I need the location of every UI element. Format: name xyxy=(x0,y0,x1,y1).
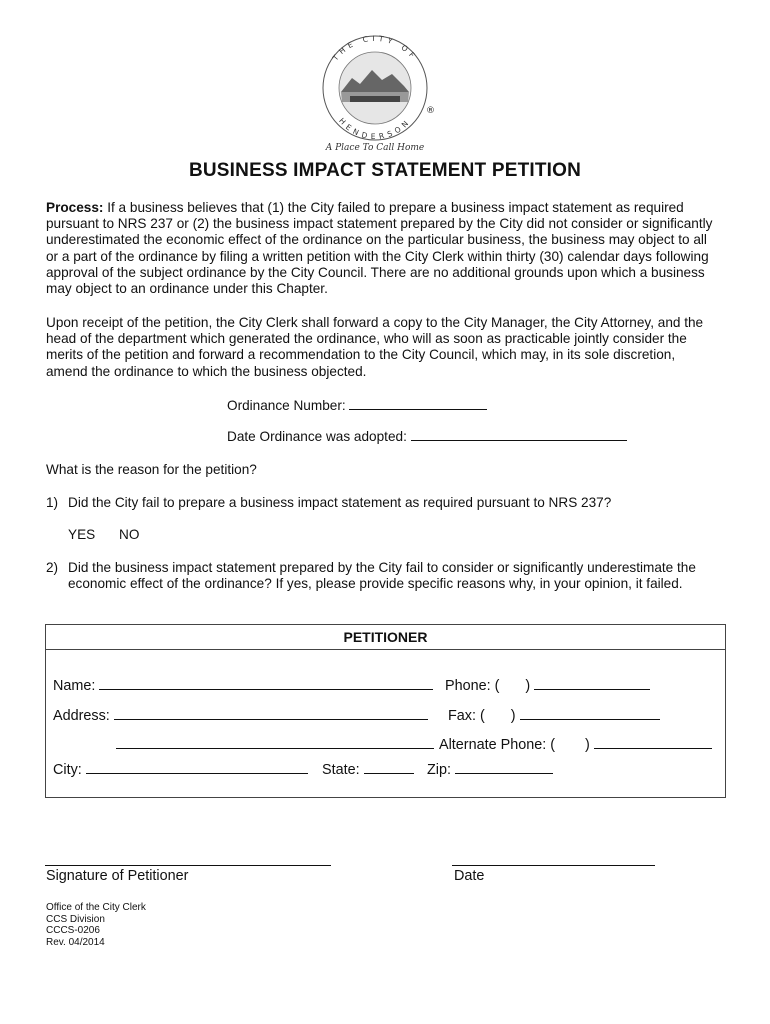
phone-label: Phone: ( xyxy=(445,678,500,694)
address-input[interactable] xyxy=(114,707,428,720)
question-1-number: 1) xyxy=(46,495,59,510)
name-field[interactable] xyxy=(53,677,433,694)
name-input[interactable] xyxy=(99,677,433,690)
phone-field[interactable] xyxy=(445,677,650,694)
alternate-phone-field[interactable] xyxy=(439,736,712,753)
ordinance-date-input[interactable] xyxy=(411,428,627,441)
ordinance-number-label: Ordinance Number: xyxy=(227,398,346,413)
question-2-line: economic effect of the ordinance? If yes, please provide specific reasons why, in your opinion, it failed. xyxy=(68,576,683,592)
footer-line: CCS Division xyxy=(46,913,105,925)
seal-graphic xyxy=(300,30,450,155)
zip-label: Zip: xyxy=(427,762,451,778)
question-2-number: 2) xyxy=(46,560,59,575)
ordinance-number-input[interactable] xyxy=(349,397,487,410)
receipt-line: Upon receipt of the petition, the City Clerk shall forward a copy to the City Manager, the City Attorney, and the xyxy=(46,315,704,330)
process-label: Process: xyxy=(46,200,104,215)
zip-field[interactable] xyxy=(427,761,553,778)
receipt-line: amend the ordinance to which the business objected. xyxy=(46,363,367,379)
date-label: Date xyxy=(454,868,485,884)
fax-input[interactable] xyxy=(520,707,660,720)
state-input[interactable] xyxy=(364,761,414,774)
city-label: City: xyxy=(53,762,82,778)
question-1-yes-option[interactable]: YES xyxy=(68,527,96,542)
question-1-no-option[interactable]: NO xyxy=(119,527,140,542)
signature-line[interactable] xyxy=(45,865,331,866)
ordinance-date-field[interactable] xyxy=(227,428,627,444)
question-2-line: Did the business impact statement prepared by the City fail to consider or significantly underestimate the xyxy=(68,560,696,575)
address-line-2-input[interactable] xyxy=(116,736,434,749)
process-line: Process: If a business believes that (1) the City failed to prepare a business impact statement as required xyxy=(46,200,684,215)
city-field[interactable] xyxy=(53,761,308,778)
state-field[interactable] xyxy=(322,761,414,778)
footer-line: Rev. 04/2014 xyxy=(46,936,105,948)
fax-field[interactable] xyxy=(448,707,660,724)
city-tagline: A Place To Call Home xyxy=(325,143,425,153)
reason-prompt: What is the reason for the petition? xyxy=(46,462,257,477)
phone-input[interactable] xyxy=(534,677,650,690)
name-label: Name: xyxy=(53,678,96,694)
zip-input[interactable] xyxy=(455,761,553,774)
question-1-text: Did the City fail to prepare a business impact statement as required pursuant to NRS 237? xyxy=(68,495,612,510)
ordinance-number-field[interactable] xyxy=(227,397,487,413)
city-seal-logo xyxy=(300,30,450,155)
svg-text:THE CITY OF: THE CITY OF xyxy=(330,33,420,63)
address-label: Address: xyxy=(53,708,110,724)
alternate-phone-input[interactable] xyxy=(594,736,712,749)
question-2-text xyxy=(68,560,728,592)
alternate-phone-label: Alternate Phone: ( xyxy=(439,737,555,753)
svg-text:HENDERSON: HENDERSON xyxy=(337,116,413,142)
address-line-2-field[interactable] xyxy=(116,736,434,753)
page-title: BUSINESS IMPACT STATEMENT PETITION xyxy=(188,160,582,181)
footer-block xyxy=(46,902,146,948)
phone-close-paren: ) xyxy=(525,678,531,694)
state-label: State: xyxy=(322,762,360,778)
alternate-phone-close-paren: ) xyxy=(585,737,590,753)
footer-line: CCCS-0206 xyxy=(46,925,100,936)
receipt-line: head of the department which generated the ordinance, who will as soon as practicable jointly consider the xyxy=(46,331,687,347)
date-line[interactable] xyxy=(452,865,655,866)
process-line: may object to an ordinance under this Chapter. xyxy=(46,281,328,297)
process-line: approval of the subject ordinance by the City Council. There are no additional grounds upon which a business xyxy=(46,264,705,280)
petitioner-heading: PETITIONER xyxy=(46,625,725,650)
fax-close-paren: ) xyxy=(510,708,516,724)
ordinance-date-label: Date Ordinance was adopted: xyxy=(227,429,407,444)
process-line: underestimated the economic effect of the ordinance on the particular business, the business may object to all xyxy=(46,232,707,248)
city-input[interactable] xyxy=(86,761,308,774)
process-paragraph xyxy=(46,200,736,297)
receipt-line: merits of the petition and forward a recommendation to the City Council, which may, in its sole discretion, xyxy=(46,347,676,363)
process-line: pursuant to NRS 237 or (2) the business impact statement prepared by the City did not consider or significantly xyxy=(46,216,713,232)
receipt-paragraph xyxy=(46,315,736,380)
registered-mark: ® xyxy=(426,106,435,116)
process-line: or a part of the ordinance by filing a written petition with the City Clerk within thirty (30) calendar days following xyxy=(46,248,709,264)
signature-label: Signature of Petitioner xyxy=(46,868,189,884)
petitioner-box xyxy=(45,624,726,798)
fax-label: Fax: ( xyxy=(448,708,485,724)
footer-line: Office of the City Clerk xyxy=(46,902,146,913)
address-field[interactable] xyxy=(53,707,428,724)
